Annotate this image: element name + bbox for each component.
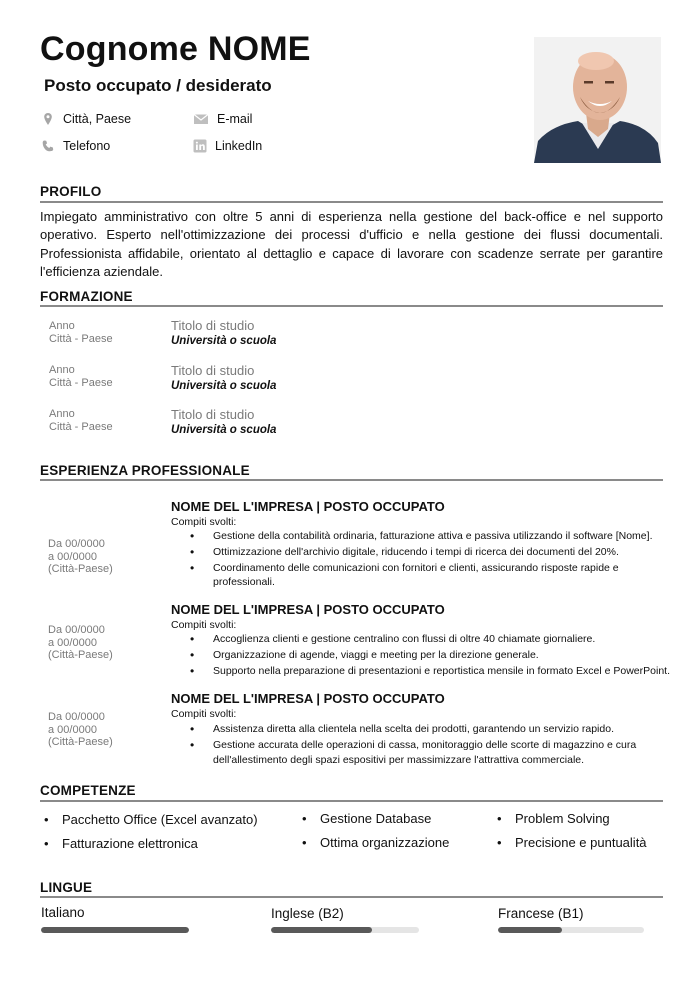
languages-divider bbox=[40, 896, 663, 898]
skill-item: • Precisione e puntualità bbox=[497, 835, 647, 850]
education-item-1 bbox=[171, 318, 276, 348]
skill-item: • Problem Solving bbox=[497, 811, 610, 826]
task-item: • Gestione accurata delle operazioni di cassa, monitoraggio delle scorte di magazzino e cura dell'allestimento degli spazi espositivi per massimizzare l'attrattiva commerciale. bbox=[190, 738, 670, 768]
skills-divider bbox=[40, 800, 663, 802]
education-item-3 bbox=[171, 407, 276, 437]
task-item: • Supporto nella preparazione di presentazioni e reportistica mensile in formato Excel e PowerPoint. bbox=[190, 664, 670, 679]
experience-to: a 00/0000 bbox=[48, 550, 97, 563]
language-level-fill bbox=[271, 927, 372, 933]
education-school: Università o scuola bbox=[171, 380, 277, 392]
task-item: • Accoglienza clienti e gestione centralino con flussi di oltre 40 chiamate giornaliere. bbox=[190, 632, 670, 647]
location-pin-icon bbox=[41, 112, 55, 126]
language-level-bar bbox=[498, 927, 644, 933]
position-title: Posto occupato / desiderato bbox=[44, 76, 272, 95]
experience-item-2-dates bbox=[48, 624, 113, 662]
contact-phone bbox=[41, 139, 110, 153]
task-item: • Ottimizzazione dell'archivio digitale, riducendo i tempi di ricerca dei documenti del 20%. bbox=[190, 545, 670, 560]
experience-from: Da 00/0000 bbox=[48, 538, 105, 550]
education-item-2 bbox=[171, 363, 276, 393]
profile-heading: PROFILO bbox=[40, 184, 102, 199]
skill-label: Pacchetto Office (Excel avanzato) bbox=[62, 812, 258, 827]
contact-city-label: Città, Paese bbox=[63, 112, 132, 126]
experience-item-2-heading: NOME DEL L'IMPRESA | POSTO OCCUPATO bbox=[171, 602, 445, 617]
skill-item: • Ottima organizzazione bbox=[302, 835, 450, 850]
education-school: Università o scuola bbox=[171, 335, 277, 347]
experience-from: Da 00/0000 bbox=[48, 624, 105, 636]
task-item: • Assistenza diretta alla clientela nella scelta dei prodotti, garantendo un servizio rapido. bbox=[190, 722, 670, 737]
experience-item-2-tasks bbox=[190, 632, 670, 679]
profile-summary: Impiegato amministrativo con oltre 5 anni di esperienza nella gestione del back-office e nel supporto operativo. Esperto nell'ottimizzazione dei processi d'ufficio e nella gestione dei flussi documentali. Professionista affidabile, orientato al dettaglio e capace di lavorare con scadenze serrate per garantire l'efficienza aziendale. bbox=[40, 209, 663, 280]
language-name: Inglese (B2) bbox=[271, 906, 344, 921]
experience-item-2-tasks-label: Compiti svolti: bbox=[171, 619, 237, 631]
education-place: Città - Paese bbox=[49, 332, 113, 345]
contact-city bbox=[41, 112, 131, 126]
language-name: Italiano bbox=[41, 905, 85, 920]
skills-heading: COMPETENZE bbox=[40, 783, 136, 798]
education-year: Anno bbox=[49, 364, 75, 376]
contact-email-label: E-mail bbox=[217, 112, 253, 126]
languages-heading: LINGUE bbox=[40, 880, 93, 895]
skill-item: • Pacchetto Office (Excel avanzato) bbox=[44, 812, 258, 827]
contact-email[interactable] bbox=[193, 112, 252, 126]
education-place: Città - Paese bbox=[49, 420, 113, 433]
experience-item-3-dates bbox=[48, 711, 113, 749]
experience-divider bbox=[40, 479, 663, 481]
experience-item-3-tasks-label: Compiti svolti: bbox=[171, 708, 237, 720]
contact-linkedin[interactable] bbox=[193, 139, 262, 153]
experience-item-3-tasks bbox=[190, 722, 670, 768]
experience-from: Da 00/0000 bbox=[48, 711, 105, 723]
experience-item-1-tasks-label: Compiti svolti: bbox=[171, 516, 237, 528]
task-item: • Organizzazione di agende, viaggi e meeting per la direzione generale. bbox=[190, 648, 670, 663]
education-degree: Titolo di studio bbox=[171, 363, 255, 378]
task-item: • Gestione della contabilità ordinaria, fatturazione attiva e passiva utilizzando il software [Nome]. bbox=[190, 529, 670, 544]
skill-label: Precisione e puntualità bbox=[515, 835, 647, 850]
phone-icon bbox=[41, 139, 55, 153]
experience-item-1-tasks bbox=[190, 529, 670, 591]
education-item-3-meta bbox=[49, 408, 113, 433]
education-heading: FORMAZIONE bbox=[40, 289, 133, 304]
experience-place: (Città-Paese) bbox=[48, 736, 113, 748]
skill-label: Gestione Database bbox=[320, 811, 432, 826]
experience-place: (Città-Paese) bbox=[48, 563, 113, 575]
education-year: Anno bbox=[49, 320, 75, 332]
education-school: Università o scuola bbox=[171, 424, 277, 436]
candidate-name: Cognome NOME bbox=[40, 30, 311, 68]
education-item-1-meta bbox=[49, 320, 113, 345]
contact-phone-label: Telefono bbox=[63, 139, 111, 153]
skill-label: Ottima organizzazione bbox=[320, 835, 450, 850]
skill-item: • Fatturazione elettronica bbox=[44, 836, 198, 851]
envelope-icon bbox=[193, 112, 209, 126]
language-level-bar bbox=[41, 927, 189, 933]
education-divider bbox=[40, 305, 663, 307]
language-level-bar bbox=[271, 927, 419, 933]
experience-to: a 00/0000 bbox=[48, 636, 97, 649]
language-level-fill bbox=[498, 927, 562, 933]
experience-item-1-dates bbox=[48, 538, 113, 576]
experience-to: a 00/0000 bbox=[48, 723, 97, 736]
experience-place: (Città-Paese) bbox=[48, 649, 113, 661]
experience-heading: ESPERIENZA PROFESSIONALE bbox=[40, 463, 250, 478]
skill-item: • Gestione Database bbox=[302, 811, 432, 826]
experience-item-1-heading: NOME DEL L'IMPRESA | POSTO OCCUPATO bbox=[171, 499, 445, 514]
skill-label: Problem Solving bbox=[515, 811, 610, 826]
language-name: Francese (B1) bbox=[498, 906, 584, 921]
language-level-fill bbox=[41, 927, 189, 933]
task-item: • Coordinamento delle comunicazioni con fornitori e clienti, assicurando risposte rapide e professionali. bbox=[190, 561, 670, 591]
contact-linkedin-label: LinkedIn bbox=[215, 139, 263, 153]
education-degree: Titolo di studio bbox=[171, 318, 255, 333]
education-place: Città - Paese bbox=[49, 376, 113, 389]
experience-item-3-heading: NOME DEL L'IMPRESA | POSTO OCCUPATO bbox=[171, 691, 445, 706]
skill-label: Fatturazione elettronica bbox=[62, 836, 198, 851]
education-item-2-meta bbox=[49, 364, 113, 389]
education-degree: Titolo di studio bbox=[171, 407, 255, 422]
education-year: Anno bbox=[49, 408, 75, 420]
linkedin-icon bbox=[193, 139, 207, 153]
profile-divider bbox=[40, 201, 663, 203]
profile-photo bbox=[534, 37, 661, 163]
